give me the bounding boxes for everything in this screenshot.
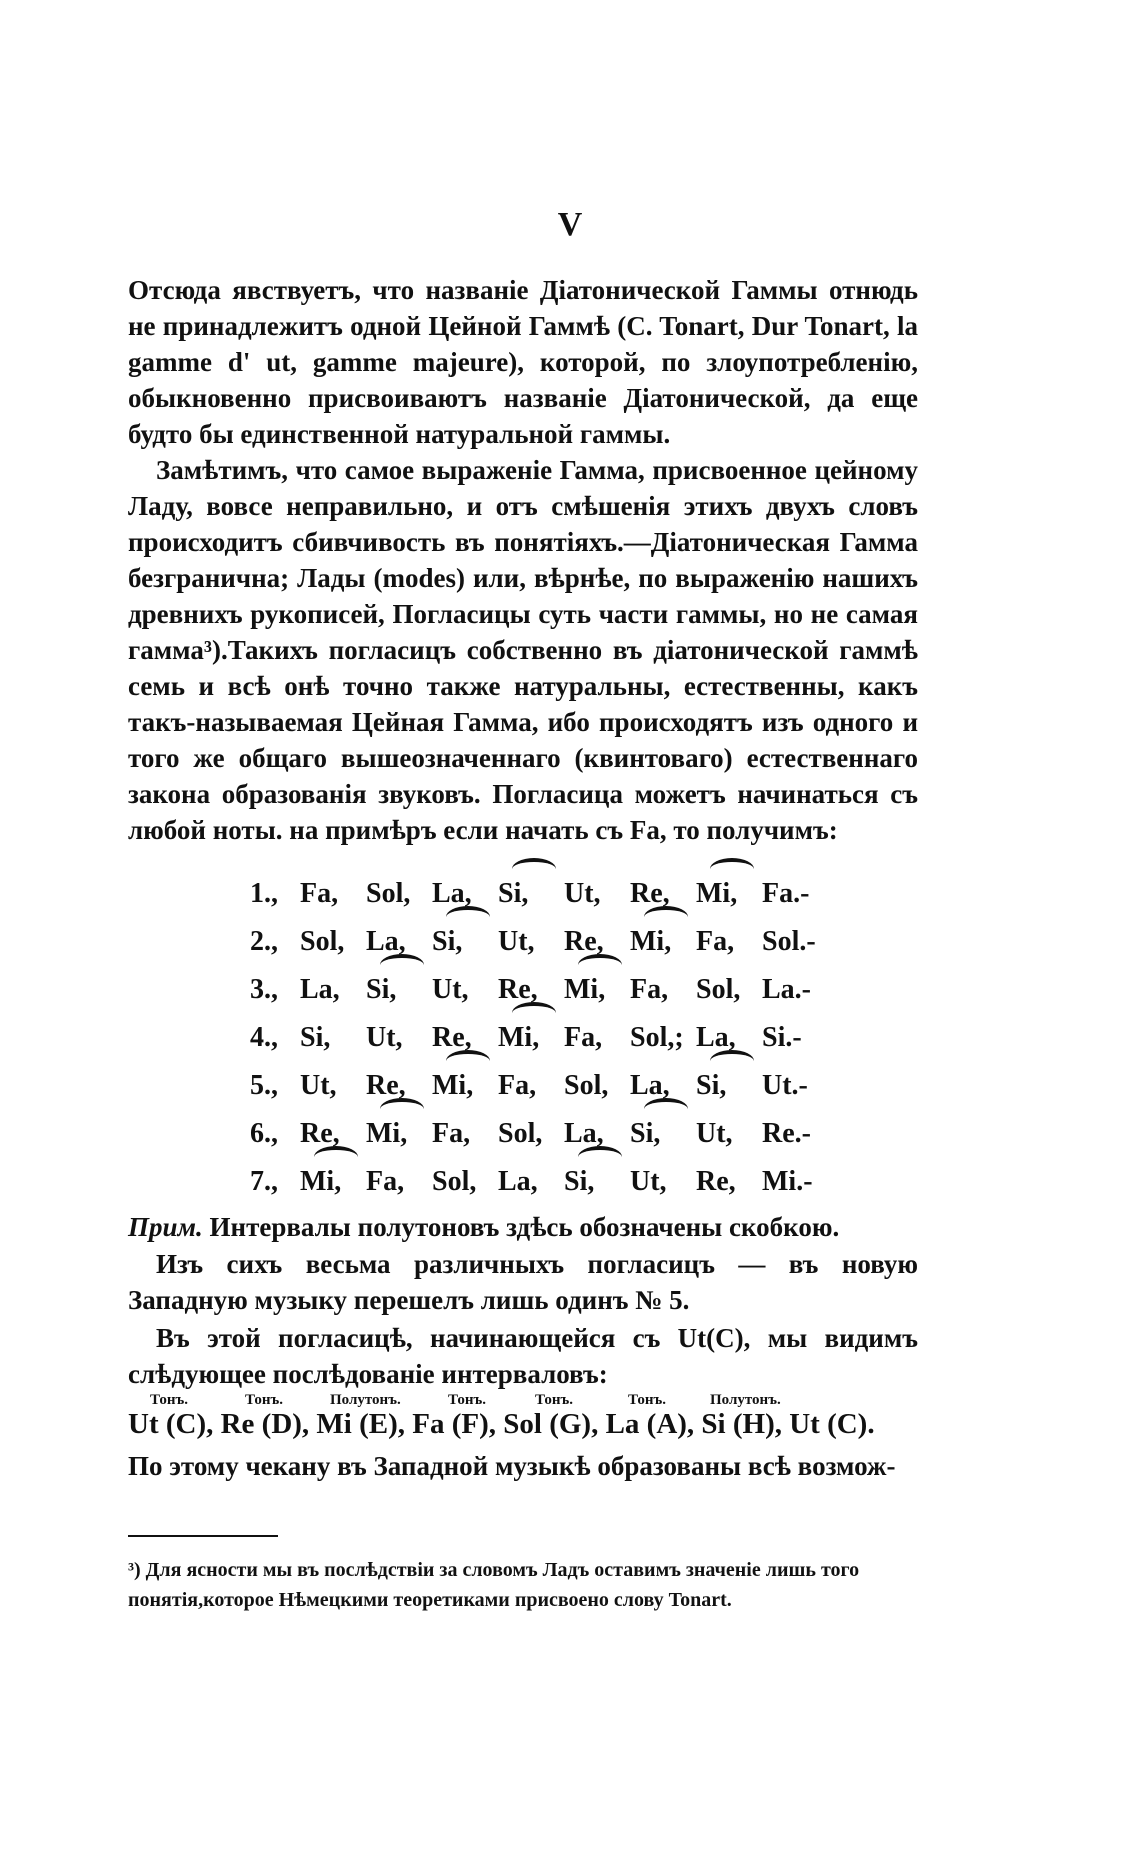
interval-label: Тонъ. — [245, 1392, 283, 1408]
semitone-arc — [314, 1146, 358, 1168]
semitone-arc — [710, 1050, 754, 1072]
footnote-rule — [128, 1535, 278, 1537]
semitone-arc — [578, 954, 622, 976]
semitone-arc — [710, 858, 754, 880]
scale-note: Re, — [432, 1022, 472, 1053]
scale-note: Re, — [366, 1070, 406, 1101]
semitone-arc — [644, 906, 688, 928]
interval-label: Тонъ. — [448, 1392, 486, 1408]
scale-number: 1., — [250, 878, 278, 909]
scale-note: Sol, — [498, 1118, 543, 1149]
scale-note: La.- — [762, 974, 811, 1005]
scale-note: Ut, — [366, 1022, 403, 1053]
scale-note: La, — [300, 974, 340, 1005]
scale-note: Fa, — [432, 1118, 471, 1149]
paragraph-3: Изъ сихъ весьма различныхъ погласицъ — въ новую Западную музыку перешелъ лишь одинъ № 5. — [128, 1249, 918, 1315]
scale-note: Re, — [630, 878, 670, 909]
scale-note: Fa, — [366, 1166, 405, 1197]
scale-note: Sol, — [300, 926, 345, 957]
scale-note: La, — [498, 1166, 538, 1197]
scale-note: Sol, — [366, 878, 411, 909]
scale-note: Ut, — [498, 926, 535, 957]
note-line — [128, 1208, 918, 1246]
scale-note: Mi, — [630, 918, 696, 966]
scale-number: 2., — [250, 926, 278, 957]
note-sequence: Ut (C), Re (D), Mi (E), Fa (F), Sol (G), La (A), Si (H), Ut (C). — [128, 1408, 875, 1440]
scale-note: Fa, — [300, 878, 339, 909]
scale-note: Si, — [432, 918, 498, 966]
scale-note: Mi, — [300, 1158, 366, 1206]
scale-number: 6., — [250, 1118, 278, 1149]
semitone-arc — [512, 858, 556, 880]
scale-note: Si, — [300, 1022, 331, 1053]
scale-note: Fa, — [696, 926, 735, 957]
scale-note: Re, — [498, 974, 538, 1005]
scale-note: Ut.- — [762, 1070, 808, 1101]
scale-note: Re, — [564, 926, 604, 957]
semitone-arc — [380, 954, 424, 976]
scale-note: La, — [630, 1070, 670, 1101]
scale-note: Sol,; — [630, 1022, 684, 1053]
scale-note: Sol, — [432, 1166, 477, 1197]
scale-note: Mi.- — [762, 1166, 813, 1197]
paragraph-1: Отсюда явствуетъ, что названіе Діатонической Гаммы отнюдь не принадлежитъ одной Цейной Гаммѣ (C. Tonart, Dur Tonart, la gamme d' ut, gamme majeure), которой, по злоупотребленію, обыкновенно присвоиваютъ названіе Діатонической, да еще будто бы единственной натуральной гаммы. — [128, 275, 918, 449]
scale-note: Ut, — [432, 974, 469, 1005]
scale-note: La, — [696, 1022, 736, 1053]
scale-note: Si, — [366, 966, 432, 1014]
scale-row-5 — [250, 1062, 828, 1110]
scale-number: 3., — [250, 974, 278, 1005]
paragraph-2: Замѣтимъ, что самое выраженіе Гамма, присвоенное цейному Ладу, вовсе неправильно, и отъ смѣшенія этихъ двухъ словъ происходитъ сбивчивость въ понятіяхъ.—Діатоническая Гамма безгранична; Лады (modes) или, вѣрнѣе, по выраженію нашихъ древнихъ рукописей, Погласицы суть части гаммы, но не самая гамма³).Такихъ погласицъ собственно въ діатонической гаммѣ семь и всѣ онѣ точно также натуральны, естественны, какъ такъ-называемая Цейная Гамма, ибо происходятъ изъ одного и того же общаго вышеозначеннаго (квинтоваго) естественнаго закона образованія звуковъ. Погласица можетъ начинаться съ любой ноты. на примѣръ если начать съ Fa, то получимъ: — [128, 455, 918, 845]
scale-number: 5., — [250, 1070, 278, 1101]
scale-number: 4., — [250, 1022, 278, 1053]
scale-note: Mi, — [498, 1014, 564, 1062]
scale-note: Re, — [696, 1166, 736, 1197]
scale-note: La, — [366, 926, 406, 957]
scale-note: Fa, — [498, 1070, 537, 1101]
semitone-arc — [380, 1098, 424, 1120]
paragraph-4: Въ этой погласицѣ, начинающейся съ Ut(C), мы видимъ слѣдующее послѣдованіе интерваловъ: — [128, 1323, 918, 1389]
scale-note: Si, — [564, 1158, 630, 1206]
scale-note: Ut, — [696, 1118, 733, 1149]
interval-label: Тонъ. — [535, 1392, 573, 1408]
scale-note: Mi, — [432, 1062, 498, 1110]
scale-row-1 — [250, 870, 828, 918]
scale-row-2 — [250, 918, 828, 966]
scale-note: Re, — [300, 1118, 340, 1149]
scale-note: Fa.- — [762, 878, 810, 909]
scale-note: Sol, — [696, 974, 741, 1005]
scale-row-7 — [250, 1158, 828, 1206]
semitone-arc — [644, 1098, 688, 1120]
note-label: Прим. — [128, 1212, 203, 1242]
interval-label: Тонъ. — [150, 1392, 188, 1408]
scale-note: Fa, — [630, 974, 669, 1005]
semitone-arc — [446, 906, 490, 928]
scale-note: Si, — [498, 870, 564, 918]
semitone-arc — [446, 1050, 490, 1072]
scale-note: Sol, — [564, 1070, 609, 1101]
scale-note: Ut, — [564, 878, 601, 909]
scale-note: Mi, — [564, 966, 630, 1014]
scale-note: Mi, — [366, 1110, 432, 1158]
interval-label: Полутонъ. — [710, 1392, 781, 1408]
scale-note: La, — [432, 878, 472, 909]
scale-note: Ut, — [630, 1166, 667, 1197]
paragraph-5: По этому чекану въ Западной музыкѣ образованы всѣ возмож- — [128, 1451, 896, 1481]
semitone-arc — [578, 1146, 622, 1168]
scale-note: Si, — [630, 1110, 696, 1158]
scale-note: Sol.- — [762, 926, 816, 957]
scale-number: 7., — [250, 1166, 278, 1197]
interval-label: Полутонъ. — [330, 1392, 401, 1408]
scale-note: Ut, — [300, 1070, 337, 1101]
scale-note: Fa, — [564, 1022, 603, 1053]
scales-table — [250, 870, 828, 1206]
scale-note: Re.- — [762, 1118, 811, 1149]
scale-note: Mi, — [696, 870, 762, 918]
footnote: ³) Для ясности мы въ послѣдствіи за словомъ Ладъ оставимъ значеніе лишь того понятія,которое Нѣмецкими теоретиками присвоено слову Tonart. — [128, 1559, 860, 1611]
scale-note: La, — [564, 1118, 604, 1149]
scale-note: Si.- — [762, 1022, 802, 1053]
interval-label: Тонъ. — [628, 1392, 666, 1408]
scale-note: Si, — [696, 1062, 762, 1110]
semitone-arc — [512, 1002, 556, 1024]
note-text: Интервалы полутоновъ здѣсь обозначены скобкою. — [209, 1212, 840, 1242]
page-number: V — [557, 206, 583, 243]
